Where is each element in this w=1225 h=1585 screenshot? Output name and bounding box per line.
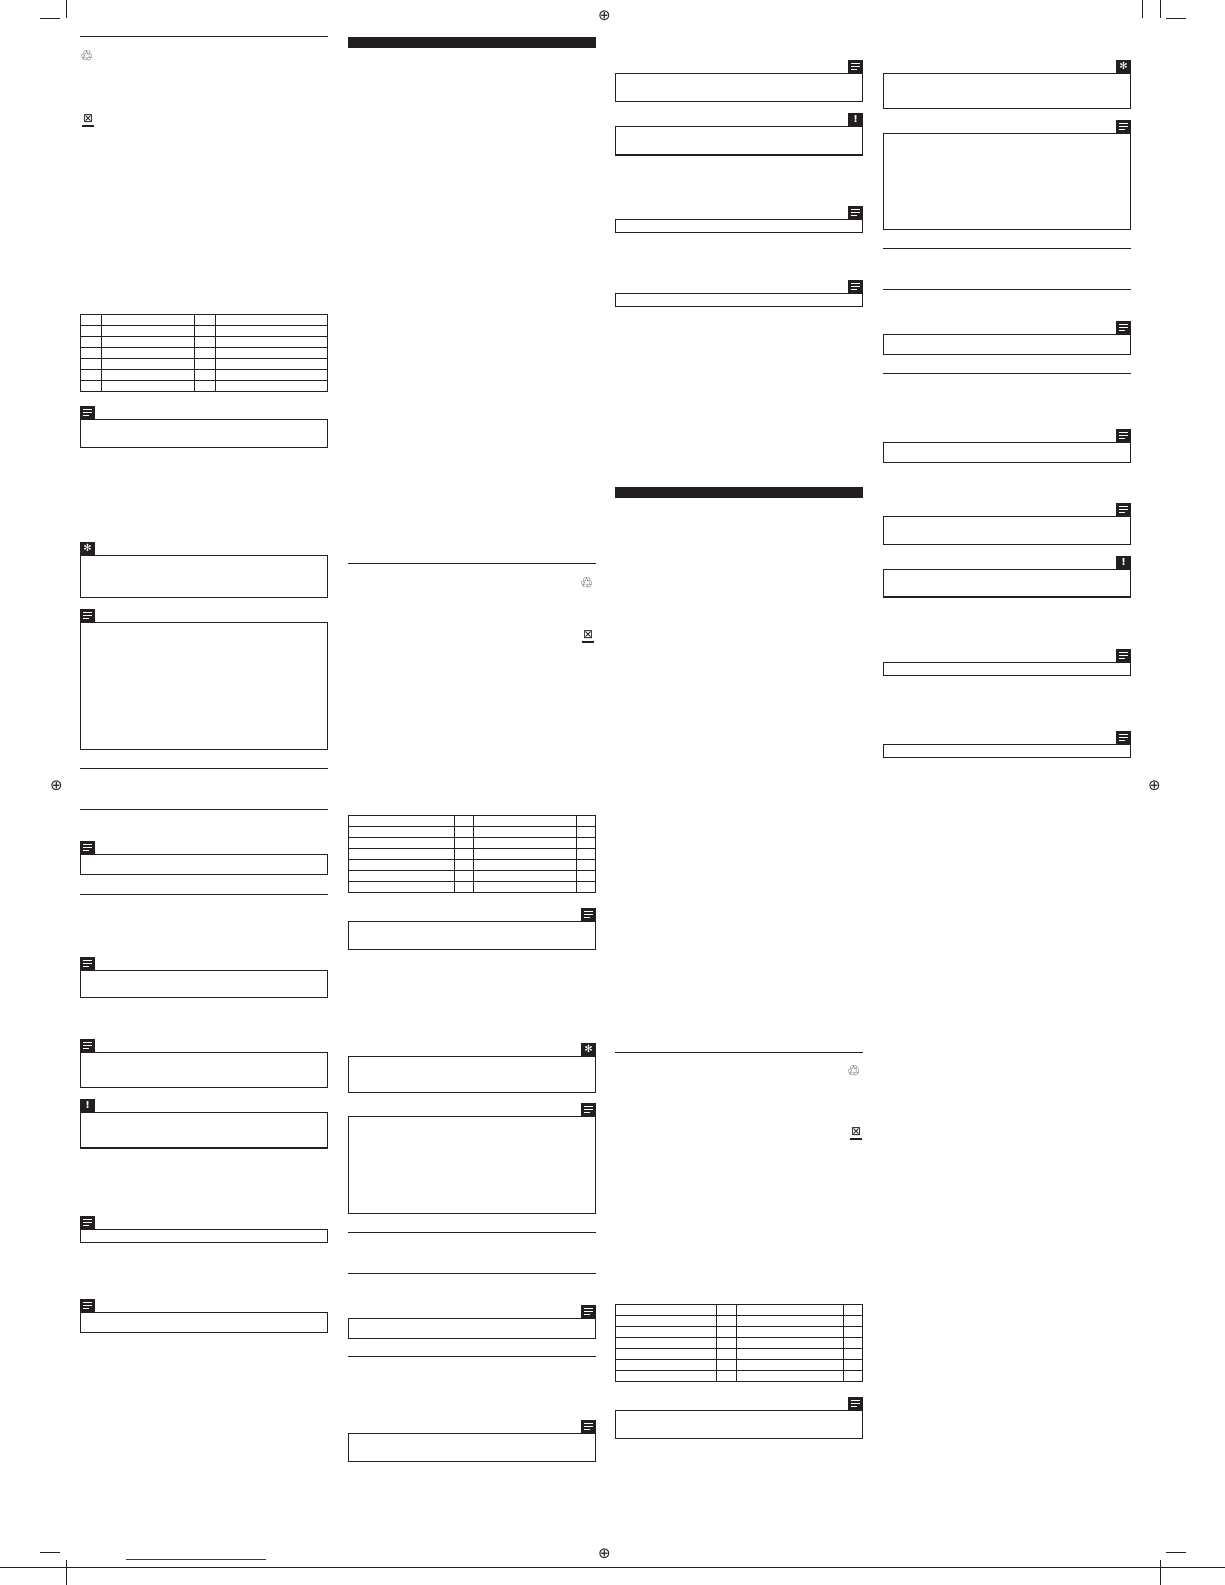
table-row <box>81 381 328 392</box>
note-icon <box>80 957 95 970</box>
section-rule <box>883 373 1131 374</box>
note-box <box>883 133 1131 230</box>
recycle-icon: ♲ <box>847 1062 861 1080</box>
note-icon <box>581 1420 596 1433</box>
recycle-icon: ♲ <box>80 47 94 65</box>
section-rule <box>348 1232 596 1233</box>
table-row <box>616 1305 863 1316</box>
note-icon <box>1116 731 1131 744</box>
note-icon <box>80 609 95 622</box>
table-row <box>349 882 596 893</box>
note-box <box>80 1229 328 1243</box>
tip-box <box>883 73 1131 109</box>
note-icon <box>581 1103 596 1116</box>
note-box <box>615 73 863 102</box>
note-icon <box>1116 321 1131 334</box>
tip-icon: ✻ <box>581 1043 596 1056</box>
table-row <box>616 1349 863 1360</box>
section-rule <box>80 894 328 895</box>
note-icon <box>848 280 863 293</box>
note-box <box>883 516 1131 545</box>
table-row <box>349 860 596 871</box>
chapter-heading-bar <box>348 37 596 48</box>
note-icon <box>80 406 95 419</box>
note-icon <box>80 1039 95 1052</box>
table-row <box>616 1371 863 1382</box>
note-box <box>80 622 328 750</box>
table-row <box>81 359 328 370</box>
tip-box <box>80 555 328 598</box>
warning-box <box>615 126 863 156</box>
registration-mark-icon: ⊕ <box>598 6 611 24</box>
spec-table <box>80 314 328 392</box>
note-box <box>80 1312 328 1333</box>
table-row <box>616 1327 863 1338</box>
registration-mark-icon: ⊕ <box>598 1544 611 1562</box>
crossed-out-bin-icon: ⊠ <box>582 627 594 641</box>
section-rule <box>615 1052 863 1053</box>
footer-link-underline <box>126 1559 266 1560</box>
chapter-heading-bar <box>615 487 863 498</box>
note-icon <box>581 908 596 921</box>
table-row <box>349 871 596 882</box>
tip-icon: ✻ <box>80 542 95 555</box>
note-icon <box>1116 649 1131 662</box>
section-rule <box>80 768 328 769</box>
warning-box <box>80 1112 328 1149</box>
warning-icon: ! <box>848 113 863 126</box>
note-box <box>883 744 1131 758</box>
table-row <box>349 827 596 838</box>
spec-table <box>615 1304 863 1382</box>
note-icon <box>848 60 863 73</box>
table-row <box>81 337 328 348</box>
table-row <box>616 1360 863 1371</box>
note-box <box>80 1052 328 1088</box>
section-rule <box>348 1273 596 1274</box>
tip-box <box>348 1056 596 1093</box>
note-icon <box>1116 503 1131 516</box>
registration-mark-icon: ⊕ <box>1148 776 1161 794</box>
tip-icon: ✻ <box>1116 60 1131 73</box>
section-rule <box>883 248 1131 249</box>
note-box <box>615 293 863 307</box>
spec-table <box>348 815 596 893</box>
note-icon <box>581 1305 596 1318</box>
section-rule <box>348 563 596 564</box>
note-icon <box>848 206 863 219</box>
note-box <box>615 1410 863 1439</box>
table-row <box>81 326 328 337</box>
note-icon <box>848 1397 863 1410</box>
section-rule <box>883 289 1131 290</box>
table-row <box>349 816 596 827</box>
table-row <box>349 849 596 860</box>
section-rule <box>80 36 328 37</box>
note-box <box>348 1116 596 1214</box>
table-row <box>81 370 328 381</box>
note-box <box>615 219 863 233</box>
note-icon <box>80 841 95 854</box>
table-row <box>81 315 328 326</box>
table-row <box>349 838 596 849</box>
warning-icon: ! <box>80 1099 95 1112</box>
note-icon <box>1116 429 1131 442</box>
note-box <box>348 921 596 950</box>
section-rule <box>348 1356 596 1357</box>
note-box <box>80 419 328 448</box>
note-box <box>883 442 1131 463</box>
note-box <box>80 970 328 998</box>
table-row <box>616 1338 863 1349</box>
registration-mark-icon: ⊕ <box>50 776 63 794</box>
crossed-out-bin-icon: ⊠ <box>850 1124 862 1138</box>
note-box <box>883 662 1131 676</box>
warning-box <box>883 569 1131 598</box>
crossed-out-bin-icon: ⊠ <box>82 111 94 125</box>
note-icon <box>80 1299 95 1312</box>
note-box <box>348 1318 596 1339</box>
table-row <box>81 348 328 359</box>
note-box <box>883 334 1131 355</box>
note-box <box>80 854 328 875</box>
note-icon <box>1116 120 1131 133</box>
section-rule <box>80 809 328 810</box>
note-icon <box>80 1216 95 1229</box>
note-box <box>348 1433 596 1462</box>
recycle-icon: ♲ <box>580 574 594 592</box>
table-row <box>616 1316 863 1327</box>
warning-icon: ! <box>1116 556 1131 569</box>
